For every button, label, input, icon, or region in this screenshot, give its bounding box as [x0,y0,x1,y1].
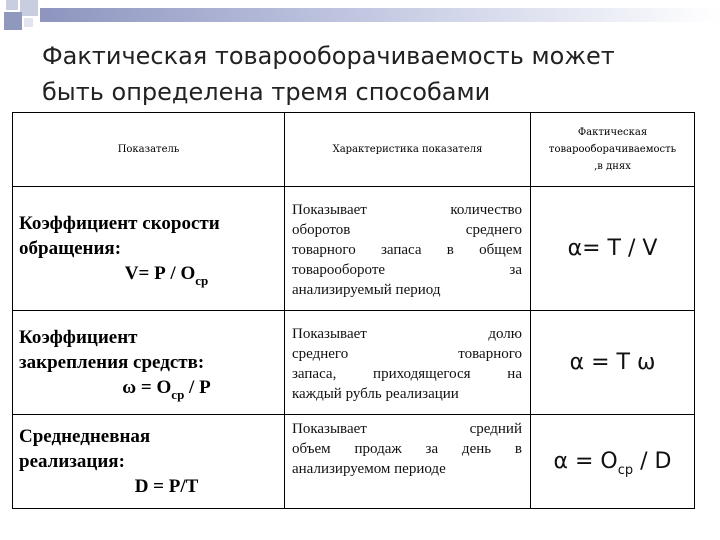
description-line: Показывает количество [292,201,522,218]
description-line: товарного запаса в общем [292,241,522,258]
title-gradient-bar [40,8,720,22]
indicator-name-line-1: Коэффициент скорости [19,212,220,234]
slide-title-line-2: быть определена тремя способами [42,78,491,106]
characteristic-cell [285,311,531,415]
result-formula-cell [531,415,695,509]
result-formula-tail: / D [633,449,672,474]
indicator-name-line-1: Среднедневная [19,426,151,447]
header-actual-line-1: Фактическая [577,127,648,138]
table-row [13,311,695,415]
header-actual-line-3: ,в днях [594,161,631,172]
description-line: Показывает долю [292,325,522,342]
deco-square [24,18,33,27]
deco-square [4,12,22,30]
deco-square [6,0,18,10]
result-formula-cell [531,187,695,311]
formula-main: ω = О [122,376,172,398]
indicator-formula [19,261,284,287]
indicator-name-line-2: реализация: [19,451,125,472]
header-actual-turnover [531,113,695,187]
indicator-cell [13,415,285,509]
result-formula: α= Т / V [567,236,658,261]
indicator-name-line-2: обращения: [19,237,122,259]
formula-main: V= Р / О [124,262,196,284]
description-line: товарообороте за [292,261,522,278]
turnover-table [12,112,695,509]
slide-title [42,38,682,110]
description-line: среднего товарного [292,345,522,362]
indicator-cell [13,187,285,311]
description-line: объем продаж за день в [292,441,522,457]
indicator-name-line-2: закрепления средств: [19,351,205,373]
description-line: анализируемом периоде [292,461,446,477]
indicator-name-line-1: Коэффициент [19,326,138,348]
formula-subscript: ср [171,386,185,402]
table-header-row [13,113,695,187]
description-line: запаса, приходящегося на [292,365,522,382]
formula-tail: / Р [184,376,211,398]
deco-square [20,0,38,16]
indicator-formula [19,375,284,401]
indicator-cell [13,311,285,415]
slide-title-line-1: Фактическая товарооборачиваемость может [42,42,615,70]
description-line: анализируемый период [292,281,441,298]
header-indicator: Показатель [13,113,285,187]
indicator-formula: D = Р/Т [134,476,199,497]
formula-subscript: ср [195,272,209,288]
table-row [13,415,695,509]
description-line: оборотов среднего [292,221,522,238]
result-formula-main: α = О [553,449,618,474]
characteristic-cell [285,415,531,509]
description-line: Показывает средний [292,421,522,437]
result-formula-subscript: ср [617,463,634,478]
result-formula-cell [531,311,695,415]
characteristic-cell [285,187,531,311]
header-characteristic: Характеристика показателя [285,113,531,187]
table-row [13,187,695,311]
description-line: каждый рубль реализации [292,385,459,402]
header-actual-line-2: товарооборачиваемость [548,144,677,155]
result-formula: α = Т ω [569,350,656,375]
